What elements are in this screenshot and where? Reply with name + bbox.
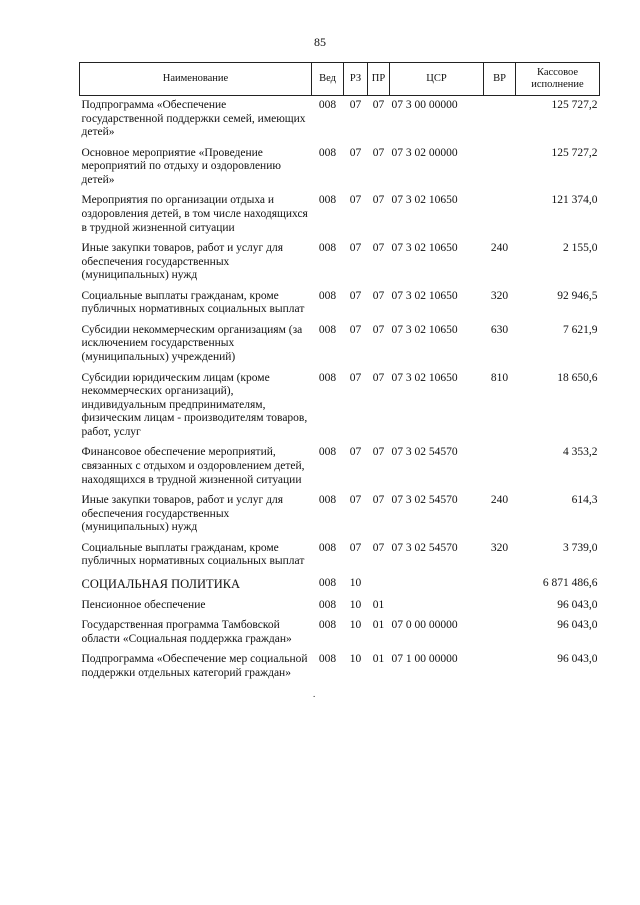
cell-pr [368,573,390,596]
cell-name: Подпрограмма «Обеспечение государственной поддержки семей, имеющих детей» [81,99,306,139]
cell-ved: 008 [318,371,337,384]
table-row [80,96,600,144]
cell-name: Иные закупки товаров, работ и услуг для обеспечения государственных (муниципальных) нужд [81,494,283,534]
cell-vr [484,596,516,617]
cell-rz: 07 [349,242,362,255]
cell-amount: 4 353,2 [563,446,598,459]
cell-amount: 125 727,2 [551,99,598,111]
cell-csr: 07 3 02 54570 [391,446,458,459]
cell-ved: 008 [318,323,337,336]
cell-name: Иные закупки товаров, работ и услуг для обеспечения государственных (муниципальных) нужд [81,242,283,282]
cell-amount: 6 871 486,6 [542,576,598,589]
cell-vr [484,650,516,684]
cell-rz: 07 [349,323,362,336]
table-row [80,539,600,573]
header-pr: ПР [368,63,390,96]
cell-pr: 07 [372,323,385,336]
cell-name: Основное мероприятие «Проведение мероприятий по отдыху и оздоровлению детей» [81,146,281,186]
cell-rz: 07 [349,446,362,459]
table-row [80,287,600,321]
cell-rz: 10 [349,598,362,611]
cell-vr: 320 [490,541,509,554]
cell-vr [484,191,516,239]
cell-rz: 07 [349,194,362,207]
cell-pr: 07 [372,242,385,255]
cell-rz: 07 [349,289,362,302]
cell-amount: 96 043,0 [557,598,598,611]
cell-pr: 07 [372,146,385,159]
header-amount: Кассовое исполнение [516,63,600,96]
cell-csr: 07 3 02 54570 [391,541,458,554]
cell-name: Социальные выплаты гражданам, кроме публичных нормативных социальных выплат [81,541,305,568]
cell-ved: 008 [318,494,337,507]
cell-rz: 07 [349,371,362,384]
cell-amount: 121 374,0 [551,194,598,207]
cell-rz: 07 [349,146,362,159]
cell-ved: 008 [318,99,337,111]
table-row [80,191,600,239]
cell-name: Государственная программа Тамбовской области «Социальная поддержка граждан» [81,619,292,645]
table-row [80,239,600,287]
cell-amount: 2 155,0 [563,242,598,255]
cell-csr: 07 3 02 10650 [391,371,458,384]
cell-csr: 07 0 00 00000 [391,619,458,632]
budget-table [79,62,600,684]
header-vr: ВР [484,63,516,96]
cell-rz: 10 [349,653,362,666]
cell-vr: 320 [490,289,509,302]
table-row [80,369,600,444]
cell-vr: 240 [490,242,509,255]
cell-ved: 008 [318,576,337,589]
header-name: Наименование [80,63,312,96]
table-row [80,443,600,491]
table-row [80,573,600,596]
cell-pr: 01 [372,619,385,632]
cell-name: Мероприятия по организации отдыха и оздоровления детей, в том числе находящихся в трудной жизненной ситуации [81,194,308,234]
cell-csr [390,596,484,617]
cell-ved: 008 [318,242,337,255]
table-row [80,321,600,369]
cell-csr: 07 3 02 10650 [391,289,458,302]
cell-ved: 008 [318,653,337,666]
table-row [80,616,600,650]
cell-name: СОЦИАЛЬНАЯ ПОЛИТИКА [81,576,241,591]
cell-amount: 18 650,6 [557,371,598,384]
table-header-row [80,63,600,96]
table-row [80,596,600,617]
cell-csr: 07 1 00 00000 [391,653,458,666]
cell-ved: 008 [318,598,337,611]
table-row [80,650,600,684]
cell-vr [484,144,516,192]
cell-name: Финансовое обеспечение мероприятий, связанных с отдыхом и оздоровлением детей, находящихся в трудной жизненной ситуации [81,446,305,486]
cell-vr: 240 [490,494,509,507]
cell-amount: 7 621,9 [563,323,598,336]
scan-mark: . [313,689,316,699]
cell-pr: 07 [372,446,385,459]
header-csr: ЦСР [390,63,484,96]
cell-rz: 07 [349,494,362,507]
cell-pr: 07 [372,289,385,302]
cell-ved: 008 [318,619,337,632]
cell-rz: 10 [349,576,362,589]
cell-ved: 008 [318,446,337,459]
cell-ved: 008 [318,541,337,554]
cell-csr: 07 3 02 54570 [391,494,458,507]
cell-csr: 07 3 02 00000 [391,146,458,159]
cell-amount: 614,3 [571,494,598,507]
cell-ved: 008 [318,194,337,207]
cell-amount: 92 946,5 [557,289,598,302]
page-number: 85 [314,35,326,49]
cell-pr: 07 [372,371,385,384]
cell-pr: 07 [372,194,385,207]
cell-ved: 008 [318,289,337,302]
cell-amount: 96 043,0 [557,619,598,632]
cell-amount: 125 727,2 [551,146,598,159]
cell-pr: 01 [372,653,385,666]
cell-pr: 07 [372,541,385,554]
header-rz: РЗ [344,63,368,96]
cell-name: Подпрограмма «Обеспечение мер социальной поддержки отдельных категорий граждан» [81,653,308,679]
cell-csr [390,573,484,596]
table-row [80,144,600,192]
cell-rz: 07 [349,99,362,111]
cell-csr: 07 3 00 00000 [391,99,458,111]
cell-pr: 07 [372,99,385,111]
cell-name: Социальные выплаты гражданам, кроме публичных нормативных социальных выплат [81,289,305,316]
cell-amount: 96 043,0 [557,653,598,666]
cell-pr: 01 [372,598,385,611]
cell-vr [484,443,516,491]
cell-pr: 07 [372,494,385,507]
cell-vr [484,573,516,596]
cell-rz: 10 [349,619,362,632]
cell-amount: 3 739,0 [563,541,598,554]
cell-vr: 630 [490,323,509,336]
header-ved: Вед [312,63,344,96]
cell-csr: 07 3 02 10650 [391,194,458,207]
cell-vr: 810 [490,371,509,384]
cell-csr: 07 3 02 10650 [391,242,458,255]
table-row [80,491,600,539]
cell-vr [484,616,516,650]
cell-rz: 07 [349,541,362,554]
cell-name: Субсидии юридическим лицам (кроме некоммерческих организаций), индивидуальным предпринимателям, физическим лицам - производителям товаров, работ, услуг [81,371,308,438]
cell-ved: 008 [318,146,337,159]
cell-name: Пенсионное обеспечение [81,598,206,611]
cell-name: Субсидии некоммерческим организациям (за исключением государственных (муниципальных) учреждений) [81,323,303,363]
cell-csr: 07 3 02 10650 [391,323,458,336]
cell-vr [484,96,516,144]
